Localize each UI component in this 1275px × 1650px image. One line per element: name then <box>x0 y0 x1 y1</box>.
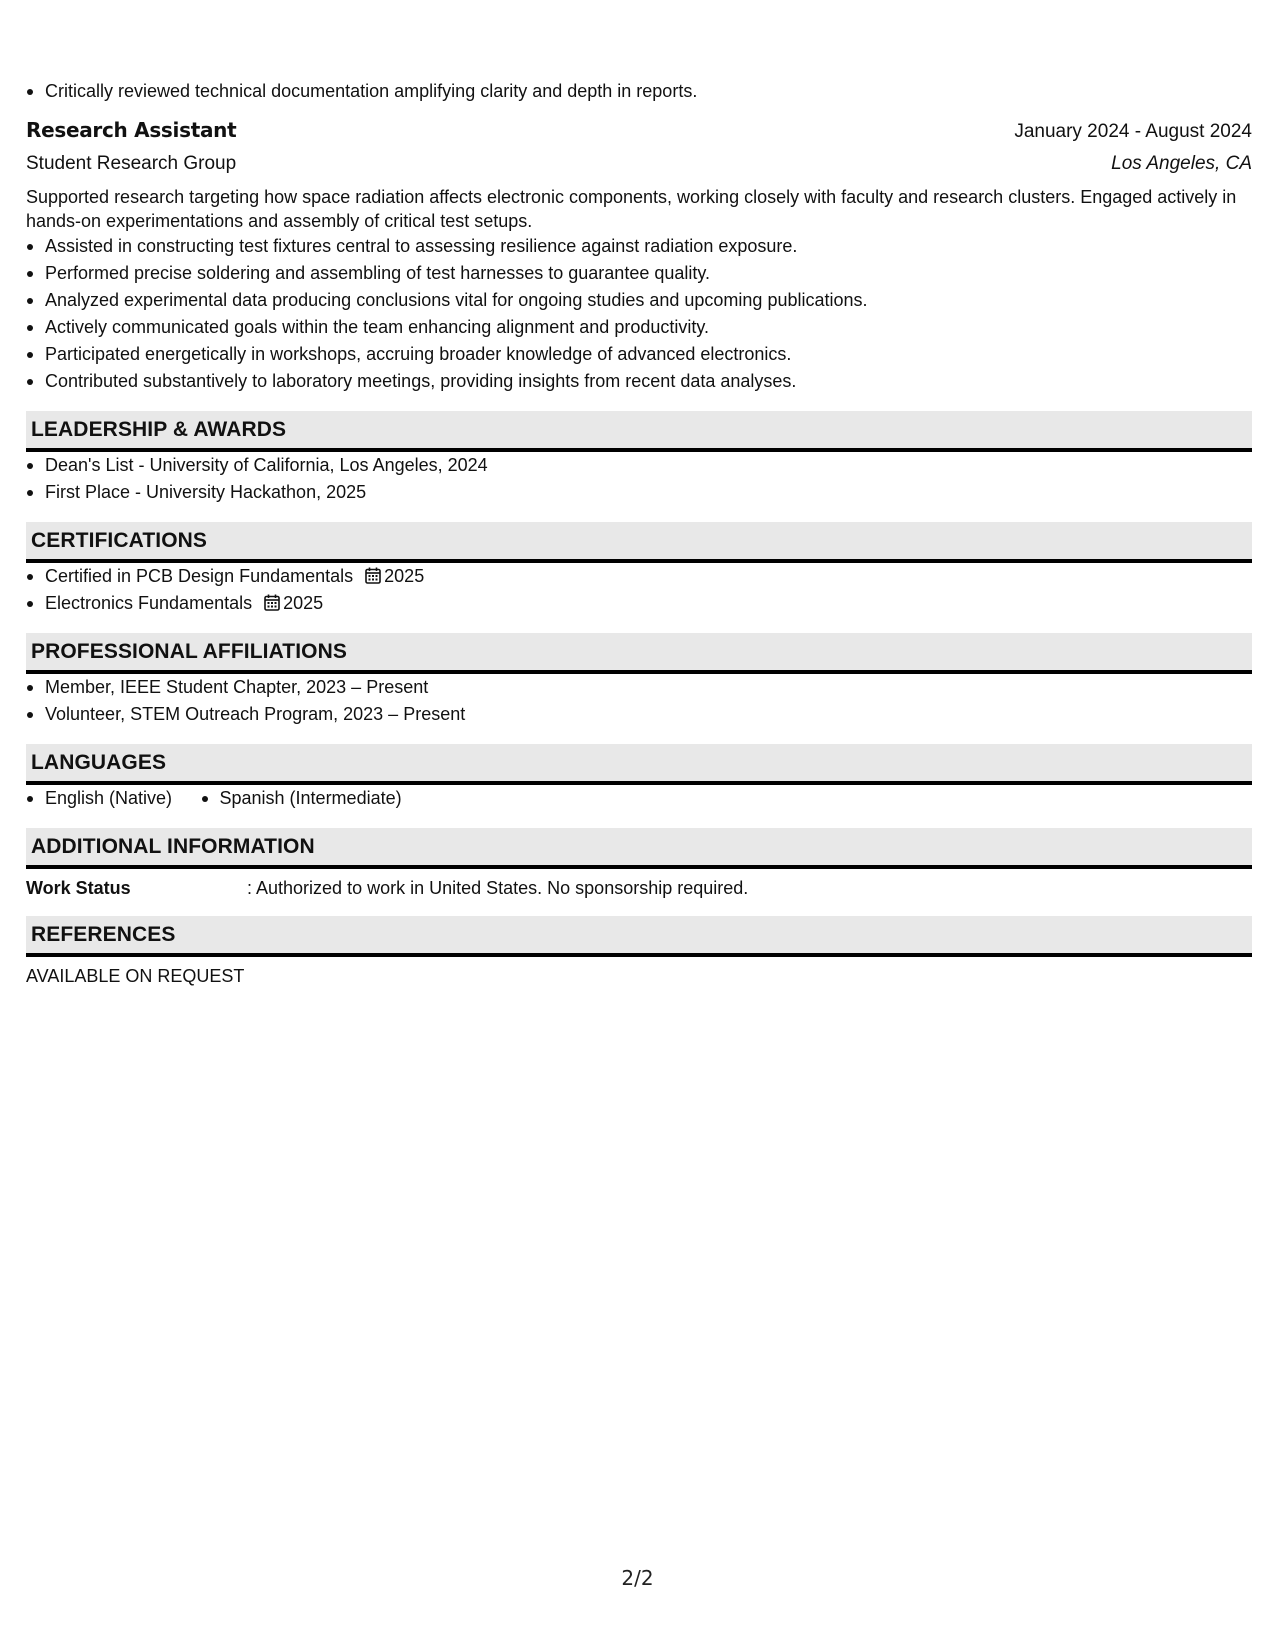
section-professional-affiliations <box>26 633 1252 728</box>
section-title: ADDITIONAL INFORMATION <box>31 834 315 858</box>
list-item <box>26 563 1252 590</box>
job-subheader <box>26 149 1252 179</box>
section-header <box>26 522 1252 563</box>
certification-name: Certified in PCB Design Fundamentals <box>45 566 354 586</box>
section-header <box>26 633 1252 674</box>
certification-year: 2025 <box>283 593 324 613</box>
list-item: First Place - University Hackathon, 2025 <box>26 479 1252 506</box>
job-title: Research Assistant <box>26 118 237 142</box>
awards-list <box>26 452 1252 506</box>
list-item: Performed precise soldering and assembling of test harnesses to guarantee quality. <box>26 260 1252 287</box>
list-item: Assisted in constructing test fixtures central to assessing resilience against radiation exposure. <box>26 233 1252 260</box>
list-item: Actively communicated goals within the team enhancing alignment and productivity. <box>26 314 1252 341</box>
list-item: Contributed substantively to laboratory meetings, providing insights from recent data analyses. <box>26 368 1252 395</box>
certification-name: Electronics Fundamentals <box>45 593 253 613</box>
section-additional-information <box>26 828 1252 900</box>
job-bullet-list <box>26 233 1252 395</box>
list-item: Participated energetically in workshops, accruing broader knowledge of advanced electronics. <box>26 341 1252 368</box>
calendar-icon <box>365 567 381 584</box>
job-summary: Supported research targeting how space radiation affects electronic components, working closely with faculty and research clusters. Engaged actively in hands-on experimentations and assembly of critical test setups. <box>26 187 1237 231</box>
section-header <box>26 744 1252 785</box>
affiliations-list <box>26 674 1252 728</box>
list-item: English (Native) <box>26 785 172 812</box>
list-item: Analyzed experimental data producing conclusions vital for ongoing studies and upcoming publications. <box>26 287 1252 314</box>
section-references <box>26 916 1252 988</box>
references-text: AVAILABLE ON REQUEST <box>26 966 245 986</box>
list-item: Dean's List - University of California, Los Angeles, 2024 <box>26 452 1252 479</box>
section-title: PROFESSIONAL AFFILIATIONS <box>31 639 347 663</box>
certifications-list <box>26 563 1252 617</box>
section-languages <box>26 744 1252 812</box>
resume-page <box>26 78 1252 988</box>
section-header <box>26 828 1252 869</box>
calendar-icon <box>264 594 280 611</box>
section-title: LANGUAGES <box>31 750 167 774</box>
job-dates: January 2024 - August 2024 <box>1014 121 1252 142</box>
work-status-value: : Authorized to work in United States. No sponsorship required. <box>247 878 749 898</box>
carryover-bullet-list <box>26 78 1252 105</box>
section-leadership-awards <box>26 411 1252 506</box>
section-title: LEADERSHIP & AWARDS <box>31 417 287 441</box>
certification-year: 2025 <box>384 566 425 586</box>
job-header <box>26 115 1252 147</box>
section-certifications <box>26 522 1252 617</box>
languages-list <box>26 785 1252 812</box>
section-header <box>26 916 1252 957</box>
section-title: REFERENCES <box>31 922 176 946</box>
list-item: Volunteer, STEM Outreach Program, 2023 – Present <box>26 701 1252 728</box>
list-item: Critically reviewed technical documentation amplifying clarity and depth in reports. <box>26 78 1252 105</box>
section-title: CERTIFICATIONS <box>31 528 208 552</box>
job-entry <box>26 115 1252 395</box>
work-status-label: Work Status <box>26 878 131 898</box>
job-organization: Student Research Group <box>26 153 237 174</box>
list-item: Member, IEEE Student Chapter, 2023 – Present <box>26 674 1252 701</box>
section-header <box>26 411 1252 452</box>
work-status-row <box>26 876 1252 900</box>
list-item <box>26 590 1252 617</box>
list-item: Spanish (Intermediate) <box>201 785 402 812</box>
job-location: Los Angeles, CA <box>1111 153 1252 174</box>
page-number: 2/2 <box>621 1566 654 1590</box>
